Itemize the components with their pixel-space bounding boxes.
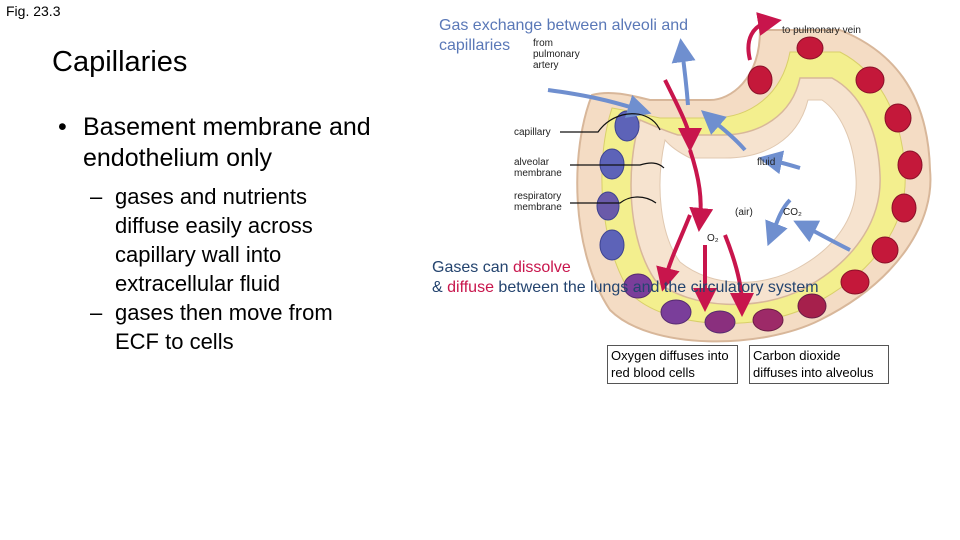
sub-bullet-text: gases and nutrients diffuse easily across capillary wall into extracellular fluid xyxy=(115,184,313,296)
diagram-title: Gas exchange between alveoli and capillaries xyxy=(439,17,689,54)
label-capillary: capillary xyxy=(514,127,551,138)
label-respiratory-membrane: respiratory membrane xyxy=(514,191,562,213)
label-fluid: fluid xyxy=(757,157,776,168)
gases-text-dissolve: dissolve xyxy=(512,259,571,276)
sub-bullet xyxy=(90,182,370,298)
alveolus-illustration xyxy=(420,0,960,400)
label-alveolar-membrane: alveolar membrane xyxy=(514,157,562,179)
label-air: (air) xyxy=(735,207,753,218)
bullet-marker: • xyxy=(58,113,67,141)
co2-diffusion-box: Carbon dioxide diffuses into alveolus xyxy=(749,345,889,384)
sub-bullet xyxy=(90,298,370,356)
label-co2: CO₂ xyxy=(783,207,802,218)
bullet-text: Basement membrane and endothelium only xyxy=(83,113,371,172)
label-to-pulmonary-vein: to pulmonary vein xyxy=(782,25,861,36)
figure-label: Fig. 23.3 xyxy=(6,3,61,19)
gases-text-diffuse: diffuse xyxy=(447,279,494,296)
label-o2: O₂ xyxy=(707,233,719,244)
gases-text-amp: & xyxy=(432,279,448,296)
oxygen-diffusion-box: Oxygen diffuses into red blood cells xyxy=(607,345,738,384)
slide-title: Capillaries xyxy=(52,46,188,78)
main-bullet xyxy=(58,112,378,174)
label-from-pulmonary-artery: from pulmonary artery xyxy=(533,38,580,71)
sub-bullet-text: gases then move from ECF to cells xyxy=(115,300,333,354)
dash-marker: – xyxy=(90,184,103,209)
gases-text-part2: between the lungs and the circulatory system xyxy=(493,279,819,296)
sub-bullet-list xyxy=(90,182,370,356)
gases-caption xyxy=(432,258,819,298)
gases-text-part1: Gases can xyxy=(432,259,513,276)
dash-marker: – xyxy=(90,300,103,325)
